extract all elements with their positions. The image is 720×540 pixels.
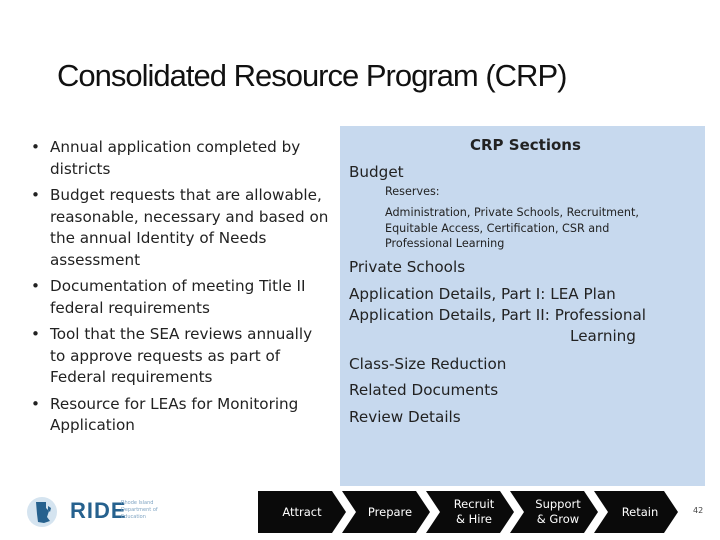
bullet-item: • Documentation of meeting Title II federal requirements <box>30 276 330 319</box>
arrow-label <box>510 491 598 533</box>
class-size-item: Class-Size Reduction <box>349 355 507 373</box>
private-schools-item: Private Schools <box>349 258 466 276</box>
arrow-attract <box>258 491 346 533</box>
app-details-part2-cont: Learning <box>570 327 636 345</box>
arrow-label-line: Recruit <box>453 497 495 511</box>
arrow-recruit-hire <box>426 491 514 533</box>
arrow-retain <box>594 491 678 533</box>
reserves-label: Reserves: <box>385 185 440 198</box>
arrow-label <box>258 491 346 533</box>
related-docs-item: Related Documents <box>349 381 499 399</box>
bullet-item: • Budget requests that are allowable, reasonable, necessary and based on the annual Identity of Needs assessment <box>30 185 330 271</box>
arrow-support-grow <box>510 491 598 533</box>
arrow-label-line: & Hire <box>455 512 493 526</box>
bullet-item: • Annual application completed by districts <box>30 137 330 180</box>
crp-sections-panel <box>340 126 705 486</box>
pipeline-arrows <box>258 491 678 533</box>
arrow-label-line: Attract <box>282 504 322 519</box>
reserves-line-3: Professional Learning <box>385 237 505 250</box>
reserves-line-1: Administration, Private Schools, Recruitment, <box>385 206 639 219</box>
app-details-part1-item: Application Details, Part I: LEA Plan <box>349 285 616 303</box>
footer <box>0 486 720 540</box>
bullet-item: • Tool that the SEA reviews annually to approve requests as part of Federal requirements <box>30 324 330 389</box>
app-details-part2-item: Application Details, Part II: Professional <box>349 306 646 324</box>
page-number: 42 <box>693 506 704 515</box>
bullet-list <box>30 137 330 442</box>
logo-subtext: Rhode Island Department of Education <box>121 500 158 520</box>
bullet-item: • Resource for LEAs for Monitoring Application <box>30 394 330 437</box>
panel-title: CRP Sections <box>470 136 581 154</box>
reserves-line-2: Equitable Access, Certification, CSR and <box>385 222 610 235</box>
ride-logo <box>26 496 166 528</box>
rhode-island-map-icon <box>26 496 58 528</box>
arrow-label <box>342 491 430 533</box>
arrow-label <box>594 491 678 533</box>
budget-heading: Budget <box>349 163 404 181</box>
arrow-prepare <box>342 491 430 533</box>
arrow-label-line: Retain <box>621 504 659 519</box>
arrow-label <box>426 491 514 533</box>
logo-text: RIDE <box>70 498 127 523</box>
slide-title: Consolidated Resource Program (CRP) <box>57 58 567 93</box>
arrow-label-line: Support <box>535 497 581 511</box>
arrow-label-line: Prepare <box>367 504 413 519</box>
arrow-label-line: & Grow <box>536 512 580 526</box>
review-details-item: Review Details <box>349 408 461 426</box>
